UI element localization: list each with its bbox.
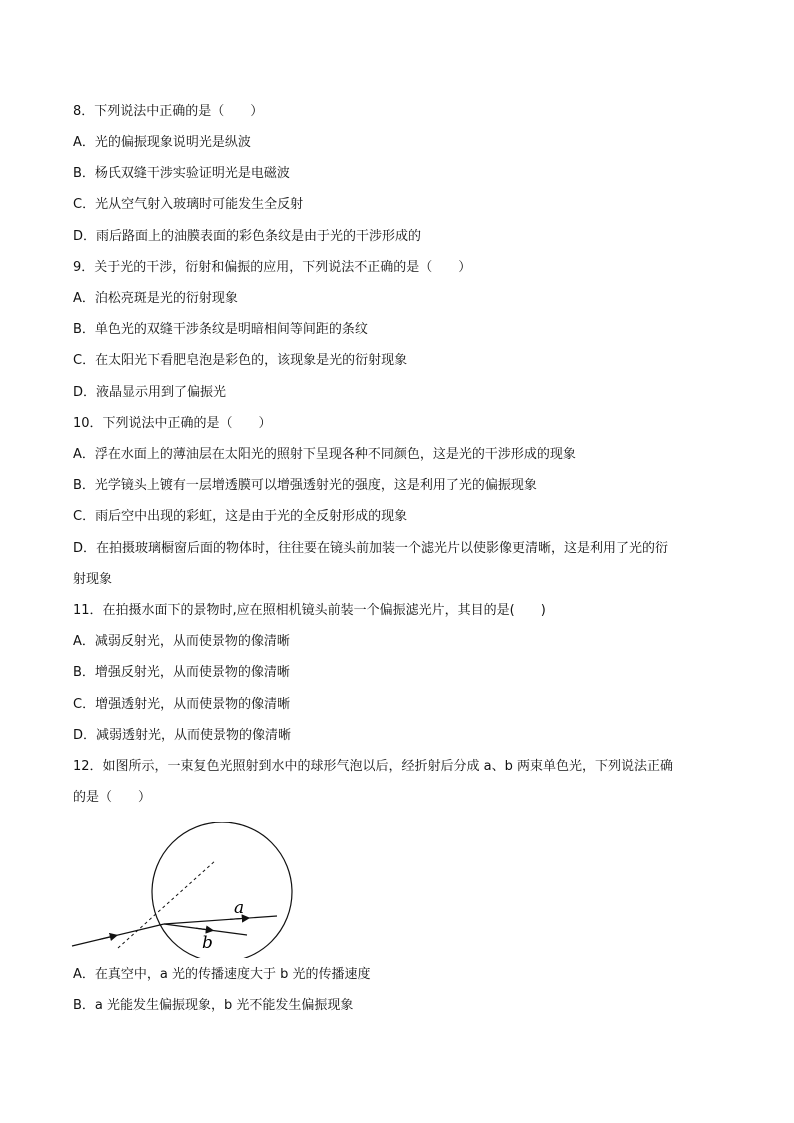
question-10-option-d-line2: 射现象 — [73, 572, 113, 587]
ray-a-arrow — [230, 918, 246, 919]
question-10-option-c: C．雨后空中出现的彩虹，这是由于光的全反射形成的现象 — [73, 509, 408, 524]
question-11-option-b: B．增强反射光，从而使景物的像清晰 — [73, 665, 290, 680]
question-10-option-d-line1: D．在拍摄玻璃橱窗后面的物体时，往往要在镜头前加装一个滤光片以使影像更清晰，这是利用了光的衍 — [73, 541, 669, 556]
incident-ray-arrow — [100, 936, 114, 939]
question-11-option-c: C．增强透射光，从而使景物的像清晰 — [73, 697, 291, 712]
question-8-stem: 8．下列说法中正确的是（ ） — [73, 104, 264, 119]
question-9-option-b: B．单色光的双缝干涉条纹是明暗相间等间距的条纹 — [73, 322, 368, 337]
question-8-option-d: D．雨后路面上的油膜表面的彩色条纹是由于光的干涉形成的 — [73, 229, 422, 244]
question-10-option-b: B．光学镜头上镀有一层增透膜可以增强透射光的强度，这是利用了光的偏振现象 — [73, 478, 537, 493]
question-11-option-a: A．减弱反射光，从而使景物的像清晰 — [73, 634, 290, 649]
ray-a-label: a — [234, 898, 245, 918]
question-8-option-a: A．光的偏振现象说明光是纵波 — [73, 135, 251, 150]
question-11-stem: 11．在拍摄水面下的景物时,应在照相机镜头前装一个偏振滤光片，其目的是( ) — [73, 603, 546, 618]
question-9-option-c: C．在太阳光下看肥皂泡是彩色的，该现象是光的衍射现象 — [73, 353, 408, 368]
question-9-option-a: A．泊松亮斑是光的衍射现象 — [73, 291, 238, 306]
ray-a — [164, 916, 277, 924]
bubble-refraction-figure — [70, 822, 310, 958]
question-12-stem-line2: 的是（ ） — [73, 790, 152, 805]
question-12-option-a: A．在真空中，a 光的传播速度大于 b 光的传播速度 — [73, 967, 371, 982]
question-8-option-c: C．光从空气射入玻璃时可能发生全反射 — [73, 197, 304, 212]
question-10-stem: 10．下列说法中正确的是（ ） — [73, 416, 272, 431]
question-8-option-b: B．杨氏双缝干涉实验证明光是电磁波 — [73, 166, 290, 181]
question-11-option-d: D．减弱透射光，从而使景物的像清晰 — [73, 728, 292, 743]
question-9-option-d: D．液晶显示用到了偏振光 — [73, 385, 227, 400]
question-12-option-b: B．a 光能发生偏振现象，b 光不能发生偏振现象 — [73, 998, 354, 1013]
question-10-option-a: A．浮在水面上的薄油层在太阳光的照射下呈现各种不同颜色，这是光的干涉形成的现象 — [73, 447, 576, 462]
question-9-stem: 9．关于光的干涉，衍射和偏振的应用，下列说法不正确的是（ ） — [73, 260, 472, 275]
ray-b-label: b — [202, 933, 213, 953]
incident-ray — [72, 924, 164, 946]
question-12-stem-line1: 12．如图所示，一束复色光照射到水中的球形气泡以后，经折射后分成 a、b 两束单色光，下列说法正确 — [73, 759, 674, 774]
bubble-circle — [152, 822, 292, 958]
ray-b-arrow — [196, 928, 210, 930]
